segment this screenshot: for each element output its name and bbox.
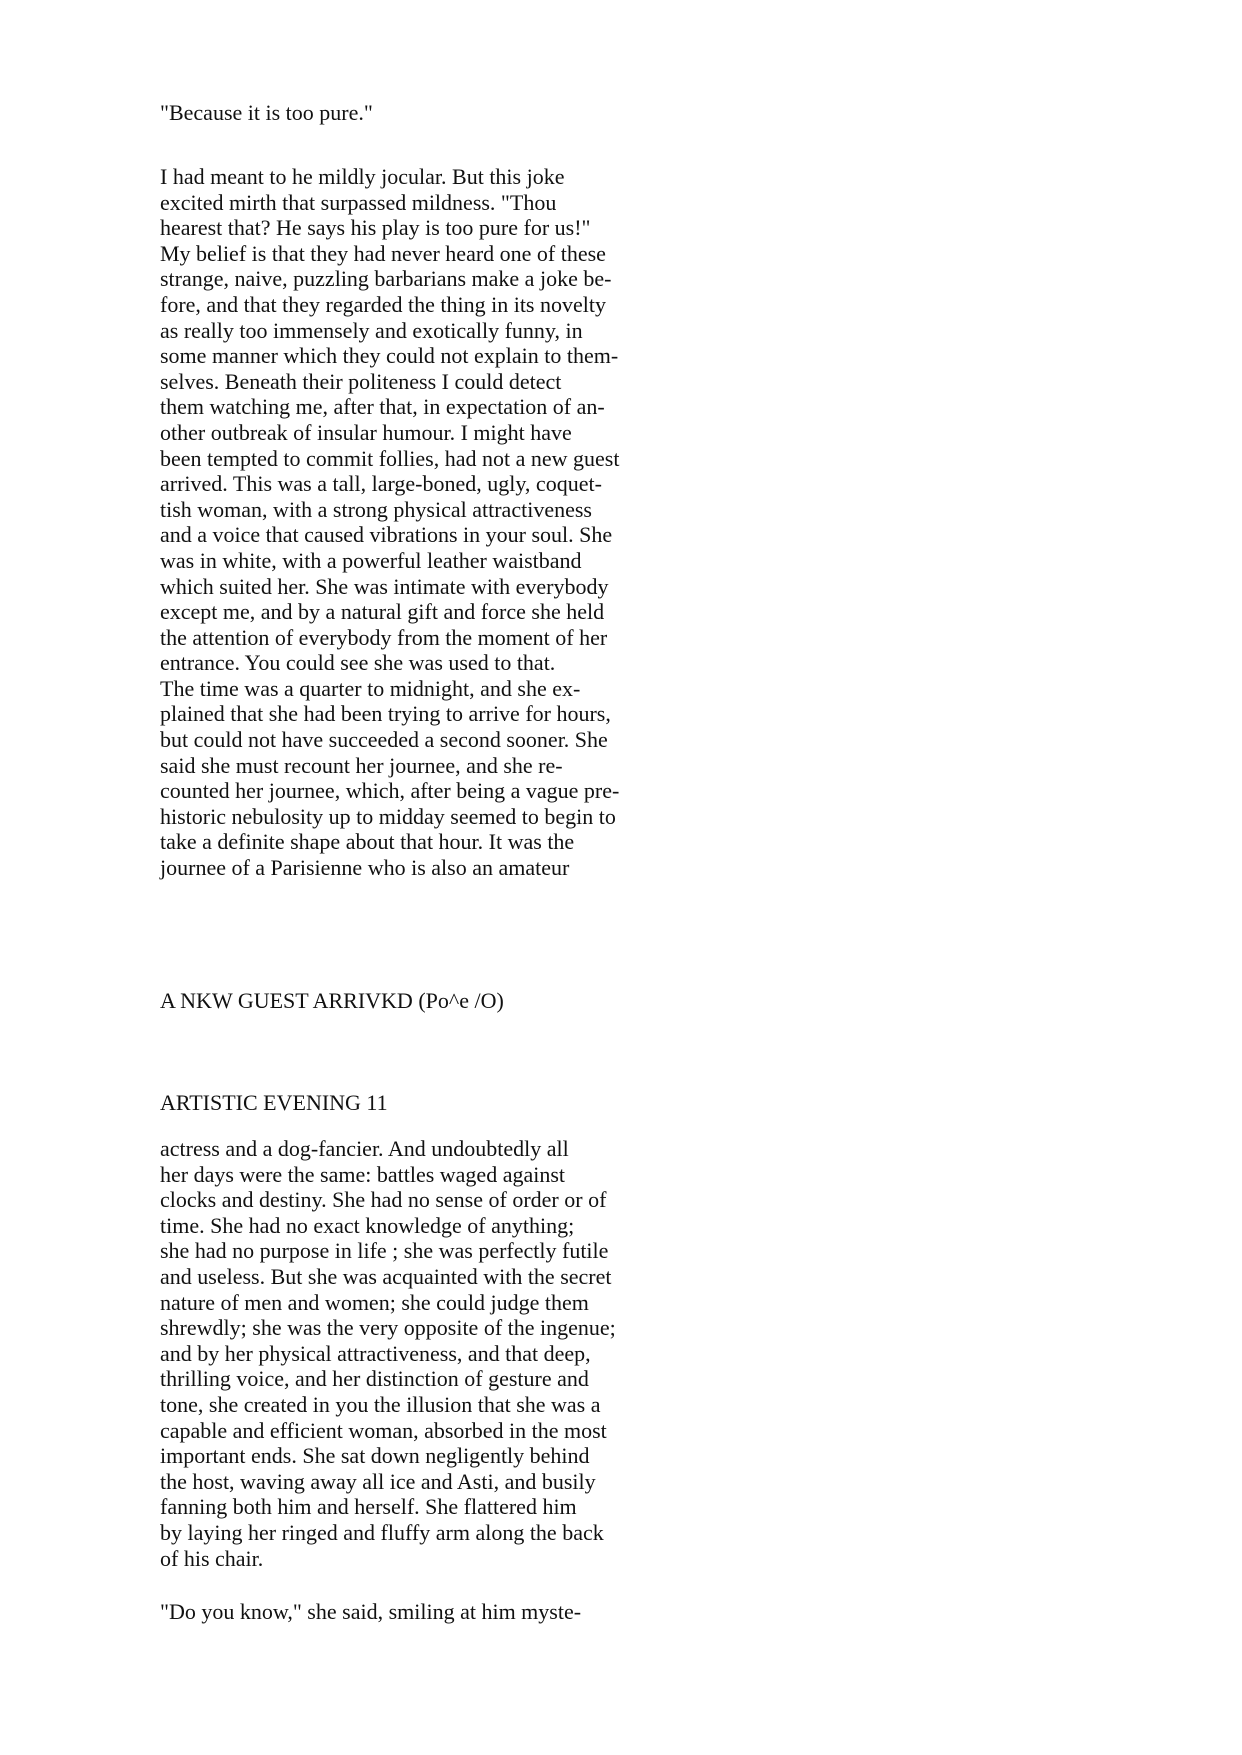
text-line: counted her journee, which, after being a vague pre- [160, 778, 620, 804]
text-line: by laying her ringed and fluffy arm along the back [160, 1519, 604, 1545]
text-line: plained that she had been trying to arrive for hours, [160, 701, 611, 727]
text-line: important ends. She sat down negligently behind [160, 1443, 590, 1469]
text-line: the attention of everybody from the moment of her [160, 624, 608, 650]
text-line: but could not have succeeded a second sooner. She [160, 727, 608, 753]
text-line: and by her physical attractiveness, and that deep, [160, 1340, 591, 1366]
text-line: of his chair. [160, 1545, 264, 1571]
text-line: shrewdly; she was the very opposite of the ingenue; [160, 1315, 616, 1341]
text-line: clocks and destiny. She had no sense of order or of [160, 1187, 607, 1213]
opening-line: "Because it is too pure." [160, 100, 373, 125]
text-line: and a voice that caused vibrations in your soul. She [160, 522, 613, 548]
text-line: and useless. But she was acquainted with the secret [160, 1263, 612, 1289]
text-line: tish woman, with a strong physical attractiveness [160, 496, 592, 522]
text-line: fanning both him and herself. She flattered him [160, 1494, 577, 1520]
text-line: which suited her. She was intimate with everybody [160, 573, 609, 599]
text-line: said she must recount her journee, and she re- [160, 752, 563, 778]
opening-line-block [160, 100, 680, 126]
text-line: nature of men and women; she could judge them [160, 1289, 589, 1315]
text-line: thrilling voice, and her distinction of gesture and [160, 1366, 589, 1392]
text-line: take a definite shape about that hour. It was the [160, 829, 575, 855]
text-line: the host, waving away all ice and Asti, and busily [160, 1468, 596, 1494]
text-line: other outbreak of insular humour. I might have [160, 419, 572, 445]
text-line: selves. Beneath their politeness I could detect [160, 368, 562, 394]
text-line: as really too immensely and exotically funny, in [160, 317, 583, 343]
text-line: capable and efficient woman, absorbed in the most [160, 1417, 607, 1443]
text-line: I had meant to he mildly jocular. But this joke [160, 164, 565, 189]
text-line: hearest that? He says his play is too pure for us!" [160, 215, 591, 241]
closing-line-block [160, 1599, 680, 1625]
text-line: entrance. You could see she was used to that. [160, 650, 556, 676]
text-line: them watching me, after that, in expectation of an- [160, 394, 605, 420]
text-line: arrived. This was a tall, large-boned, ugly, coquet- [160, 471, 602, 497]
text-line: strange, naive, puzzling barbarians make a joke be- [160, 266, 612, 292]
text-line: My belief is that they had never heard one of these [160, 240, 606, 266]
text-line: The time was a quarter to midnight, and she ex- [160, 675, 581, 701]
text-line: her days were the same: battles waged against [160, 1161, 566, 1187]
text-line: was in white, with a powerful leather waistband [160, 547, 582, 573]
text-line: time. She had no exact knowledge of anything; [160, 1212, 575, 1238]
text-line: been tempted to commit follies, had not a new guest [160, 445, 620, 471]
text-line: historic nebulosity up to midday seemed to begin to [160, 803, 616, 829]
paragraph-2 [160, 1136, 680, 1571]
closing-line: "Do you know," she said, smiling at him myste- [160, 1599, 582, 1624]
illustration-caption: A NKW GUEST ARRIVKD (Po^e /O) [160, 988, 504, 1013]
text-line: journee of a Parisienne who is also an amateur [160, 855, 570, 881]
text-line: she had no purpose in life ; she was perfectly futile [160, 1238, 609, 1264]
running-header: ARTISTIC EVENING 11 [160, 1090, 388, 1115]
text-line: excited mirth that surpassed mildness. "Thou [160, 189, 557, 215]
paragraph-1 [160, 164, 680, 881]
text-line: tone, she created in you the illusion that she was a [160, 1391, 601, 1417]
text-line: fore, and that they regarded the thing in its novelty [160, 291, 606, 317]
text-line: except me, and by a natural gift and force she held [160, 599, 605, 625]
text-line: actress and a dog-fancier. And undoubtedly all [160, 1136, 569, 1161]
text-line: some manner which they could not explain to them- [160, 343, 619, 369]
